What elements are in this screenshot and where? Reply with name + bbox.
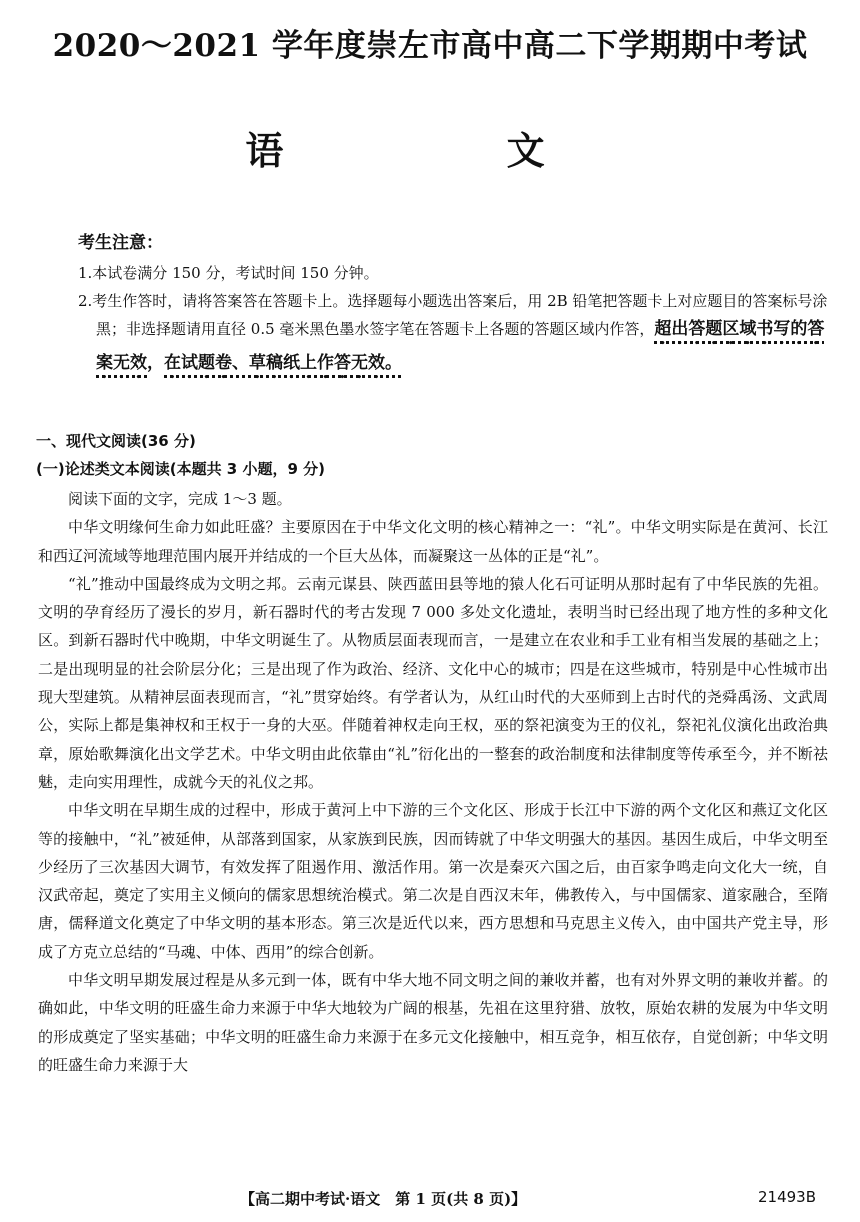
- passage-paragraph-4: 中华文明早期发展过程是从多元到一体，既有中华大地不同文明之间的兼收并蓄，也有对外界文明的兼收并蓄。的确如此，中华文明的旺盛生命力来源于中华大地较为广阔的根基，先祖在这里狩猎、放牧，原始农耕的发展为中华文明的形成奠定了坚实基础；中华文明的旺盛生命力来源于在多元文化接触中，相互竞争，相互依存，自觉创新；中华文明的旺盛生命力来源于大: [38, 971, 828, 1074]
- subject-title: 语 文: [245, 128, 615, 173]
- passage-intro: 阅读下面的文字，完成 1～3 题。: [68, 490, 292, 508]
- passage-paragraph-3: 中华文明在早期生成的过程中，形成于黄河上中下游的三个文化区、形成于长江中下游的两个文化区和燕辽文化区等的接触中，“礼”被延伸，从部落到国家，从家族到民族，因而铸就了中华文明强大的基因。基因生成后，中华文明至少经历了三次基因大调节，有效发挥了阻遏作用、激活作用。第一次是秦灭六国之后，由百家争鸣走向文化大一统，自汉武帝起，奠定了实用主义倾向的儒家思想统治模式。第二次是自西汉末年，佛教传入，与中国儒家、道家融合，至隋唐，儒释道文化奠定了中华文明的基本形态。第三次是近代以来，西方思想和马克思主义传入，由中国共产党主导，形成了方克立总结的“马魂、中体、西用”的综合创新。: [38, 801, 828, 961]
- notice-comma: ，: [147, 353, 164, 373]
- exam-title: 2020～2021 学年度崇左市高中高二下学期期中考试: [52, 28, 808, 64]
- candidate-notice: [78, 228, 830, 383]
- footer-page-info: 【高二期中考试·语文 第 1 页(共 8 页)】: [240, 1190, 527, 1208]
- notice-heading: 考生注意：: [78, 233, 163, 253]
- notice-item-1: 1.本试卷满分 150 分，考试时间 150 分钟。: [78, 264, 379, 282]
- notice-item-2-text: 2.考生作答时，请将答案答在答题卡上。选择题每小题选出答案后，用 2B 铅笔把答题卡上对应题目的答案标号涂黑；非选择题请用直径 0.5 毫米黑色墨水签字笔在答题卡上各题的答题区域内作答，: [78, 292, 828, 338]
- notice-emphasis-1: 超出答题区域书写的答案无效: [96, 319, 825, 373]
- passage-paragraph-2: “礼”推动中国最终成为文明之邦。云南元谋县、陕西蓝田县等地的猿人化石可证明从那时起有了中华民族的先祖。文明的孕育经历了漫长的岁月，新石器时代的考古发现 7 000 多处文化遗址，表明当时已经出现了地方性的多种文化区。到新石器时代中晚期，中华文明诞生了。从物质层面表现而言，一是建立在农业和手工业有相当发展的基础之上；二是出现明显的社会阶层分化；三是出现了作为政治、经济、文化中心的城市；四是在这些城市，特别是中心性城市出现大型建筑。从精神层面表现而言，“礼”贯穿始终。有学者认为，从红山时代的大巫师到上古时代的尧舜禹汤、文武周公，实际上都是集神权和王权于一身的大巫。伴随着神权走向王权，巫的祭祀演变为王的仪礼，祭祀礼仪演化出政治典章，原始歌舞演化出文学艺术。中华文明由此依靠由“礼”衍化出的一整套的政治制度和法律制度等传承至今，并不断祛魅，走向实用理性，成就今天的礼仪之邦。: [38, 574, 828, 791]
- notice-emphasis-2: 在试题卷、草稿纸上作答无效。: [164, 353, 402, 373]
- section-title: 一、现代文阅读(36 分): [36, 432, 196, 450]
- sub-section-title: (一)论述类文本阅读(本题共 3 小题，9 分): [36, 460, 325, 478]
- reading-passage: [38, 485, 828, 1079]
- notice-item-2: [78, 287, 830, 383]
- passage-paragraph-1: 中华文明缘何生命力如此旺盛？主要原因在于中华文化文明的核心精神之一：“礼”。中华文明实际是在黄河、长江和西辽河流域等地理范围内展开并结成的一个巨大丛体，而凝聚这一丛体的正是“礼”。: [38, 518, 828, 565]
- footer-code: 21493B: [758, 1188, 817, 1206]
